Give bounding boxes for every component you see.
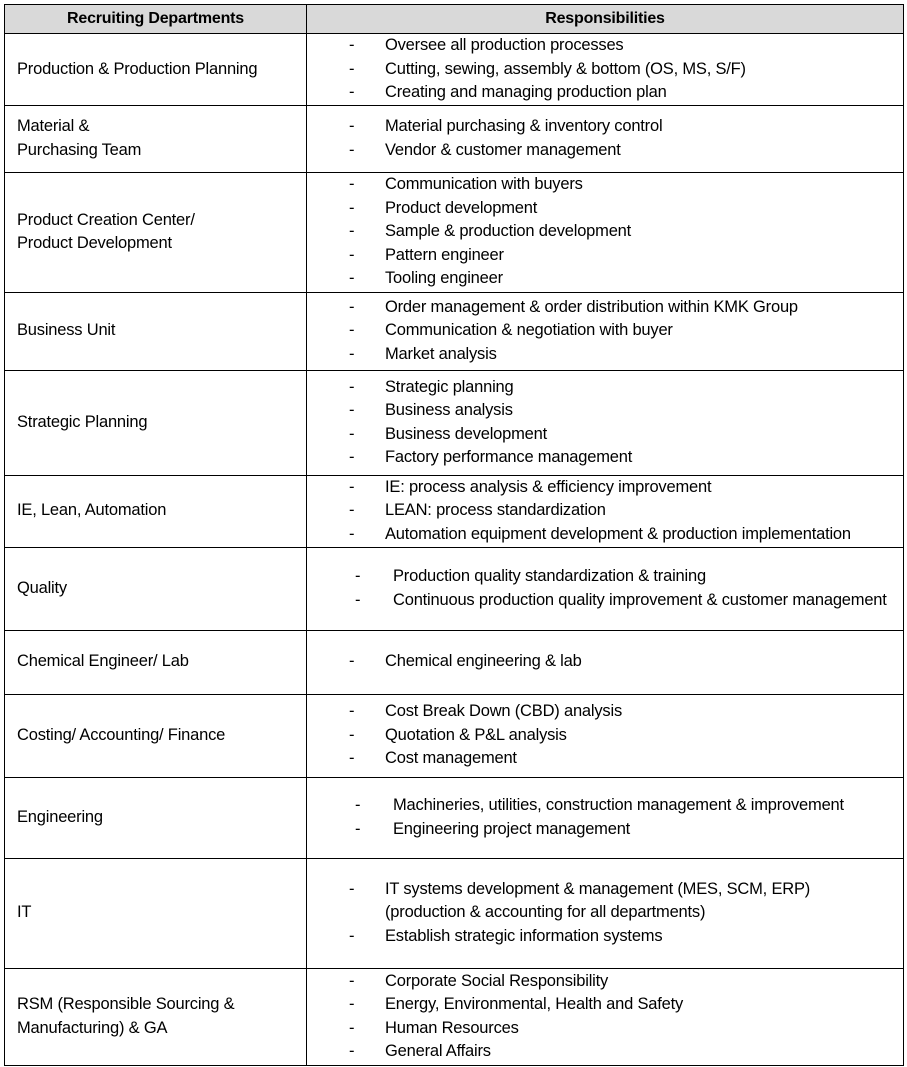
department-cell: [5, 34, 307, 106]
table-row: [5, 292, 904, 370]
departments-table: [4, 4, 904, 1066]
responsibilities-cell: [307, 694, 904, 777]
responsibilities-cell: [307, 630, 904, 694]
responsibilities-cell: [307, 370, 904, 475]
list-item: - Chemical engineering & lab: [307, 650, 903, 674]
list-item: - Oversee all production processes: [307, 34, 903, 58]
list-item: - Energy, Environmental, Health and Safety: [307, 993, 903, 1017]
responsibilities-cell: [307, 858, 904, 968]
list-item: - Machineries, utilities, construction management & improvement: [307, 794, 903, 818]
table-row: [5, 34, 904, 106]
list-item: - General Affairs: [307, 1040, 903, 1064]
department-cell: [5, 105, 307, 172]
table-row: [5, 370, 904, 475]
table-row: [5, 172, 904, 292]
table-row: [5, 105, 904, 172]
department-name: Production & Production Planning: [17, 59, 258, 78]
list-item: - Material purchasing & inventory control: [307, 115, 903, 139]
list-item: - Communication & negotiation with buyer: [307, 319, 903, 343]
table-row: [5, 858, 904, 968]
list-item: - Corporate Social Responsibility: [307, 970, 903, 994]
department-name: Product Creation Center/: [17, 210, 195, 229]
department-cell: [5, 858, 307, 968]
list-item: - Communication with buyers: [307, 173, 903, 197]
list-item: - Cost management: [307, 747, 903, 771]
responsibilities-cell: [307, 292, 904, 370]
responsibilities-cell: [307, 777, 904, 858]
table-row: [5, 968, 904, 1065]
department-name: Manufacturing) & GA: [17, 1018, 168, 1037]
list-item: - Market analysis: [307, 343, 903, 367]
department-name: RSM (Responsible Sourcing &: [17, 995, 235, 1013]
department-cell: [5, 694, 307, 777]
responsibilities-cell: [307, 105, 904, 172]
list-item: - LEAN: process standardization: [307, 499, 903, 523]
responsibilities-cell: [307, 547, 904, 630]
department-cell: [5, 475, 307, 547]
list-item: - Establish strategic information systems: [307, 925, 903, 949]
list-item: - Continuous production quality improvement & customer management: [307, 589, 903, 613]
list-item: - Business analysis: [307, 399, 903, 423]
responsibilities-cell: [307, 968, 904, 1065]
list-item: - Order management & order distribution within KMK Group: [307, 296, 903, 320]
list-item: - Pattern engineer: [307, 244, 903, 268]
list-item: - Business development: [307, 423, 903, 447]
list-item: - IE: process analysis & efficiency improvement: [307, 476, 903, 500]
department-cell: [5, 172, 307, 292]
table-row: [5, 547, 904, 630]
list-item: - Creating and managing production plan: [307, 81, 903, 105]
department-cell: [5, 968, 307, 1065]
header-recruiting-departments: Recruiting Departments: [5, 5, 307, 34]
list-item: - Strategic planning: [307, 376, 903, 400]
department-name: Quality: [17, 578, 67, 597]
responsibilities-cell: [307, 172, 904, 292]
responsibilities-cell: [307, 34, 904, 106]
department-name: Purchasing Team: [17, 140, 142, 159]
list-item: - Sample & production development: [307, 220, 903, 244]
list-item: - Cost Break Down (CBD) analysis: [307, 700, 903, 724]
table-row: [5, 475, 904, 547]
list-item: - Cutting, sewing, assembly & bottom (OS, MS, S/F): [307, 58, 903, 82]
list-item: - Product development: [307, 197, 903, 221]
list-item: - Quotation & P&L analysis: [307, 724, 903, 748]
department-name: Engineering: [17, 807, 103, 826]
department-cell: [5, 292, 307, 370]
department-name: Strategic Planning: [17, 412, 148, 431]
department-name: Product Development: [17, 234, 172, 252]
header-responsibilities: Responsibilities: [307, 5, 904, 34]
table-row: [5, 694, 904, 777]
department-name: Material &: [17, 117, 90, 135]
department-name: IT: [17, 903, 32, 922]
department-name: Business Unit: [17, 321, 116, 340]
list-item: - Engineering project management: [307, 818, 903, 842]
department-name: Costing/ Accounting/ Finance: [17, 725, 226, 744]
list-item: - IT systems development & management (MES, SCM, ERP) (production & accounting for all departments): [307, 878, 903, 925]
list-item: - Vendor & customer management: [307, 139, 903, 163]
department-cell: [5, 630, 307, 694]
department-cell: [5, 777, 307, 858]
list-item: - Production quality standardization & training: [307, 565, 903, 589]
department-cell: [5, 370, 307, 475]
table-row: [5, 777, 904, 858]
department-cell: [5, 547, 307, 630]
table-header-row: [5, 5, 904, 34]
department-name: Chemical Engineer/ Lab: [17, 652, 189, 671]
table-row: [5, 630, 904, 694]
list-item: - Factory performance management: [307, 446, 903, 470]
list-item: - Automation equipment development & production implementation: [307, 523, 903, 547]
department-name: IE, Lean, Automation: [17, 501, 167, 520]
responsibilities-cell: [307, 475, 904, 547]
list-item: - Human Resources: [307, 1017, 903, 1041]
list-item: - Tooling engineer: [307, 267, 903, 291]
